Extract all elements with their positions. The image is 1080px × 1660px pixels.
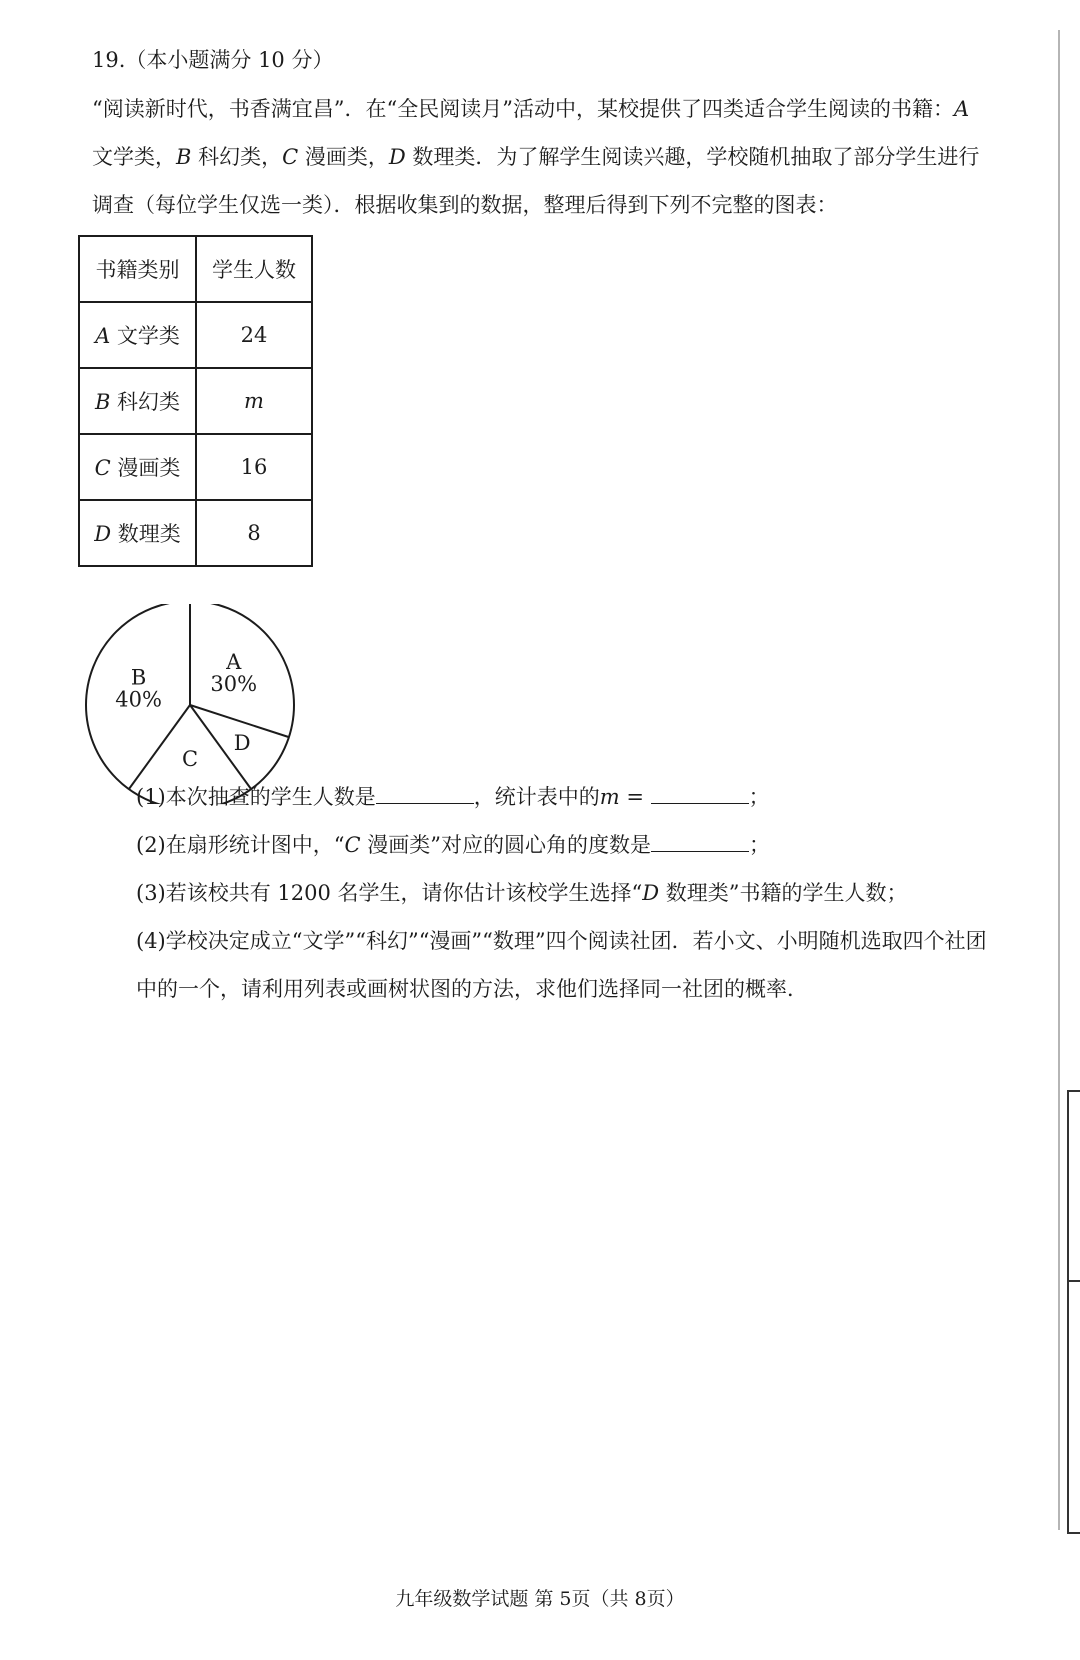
table-header-row <box>79 236 312 302</box>
category-letter: D <box>94 522 112 546</box>
table-row <box>79 434 312 500</box>
pie-slice-percent-b: 40% <box>115 687 162 712</box>
intro-line-2 <box>92 141 979 171</box>
intro-letter-a: A <box>953 97 970 121</box>
pie-slice-label-d: D <box>233 730 251 755</box>
margin-bracket <box>1067 1090 1080 1534</box>
intro-line-1-text: “阅读新时代，书香满宜昌”．在“全民阅读月”活动中，某校提供了四类适合学生阅读的书籍： <box>92 97 954 121</box>
data-table <box>78 235 313 567</box>
q2-text: ； <box>748 833 770 857</box>
intro-letter-b: B <box>176 145 192 169</box>
q2-text: 漫画类”对应的圆心角的度数是 <box>360 833 651 857</box>
subquestion-4-line-2: 中的一个，请利用列表或画树状图的方法，求他们选择同一社团的概率． <box>136 977 808 1001</box>
table-cell-category <box>79 302 196 368</box>
table-cell-category <box>79 368 196 434</box>
q2-text: (2)在扇形统计图中，“ <box>136 833 345 857</box>
category-name: 科幻类 <box>110 390 181 414</box>
table-row <box>79 500 312 566</box>
intro-letter-d: D <box>388 145 406 169</box>
category-name: 文学类 <box>110 324 180 348</box>
q2-answer-blank[interactable] <box>651 831 749 852</box>
category-letter: B <box>94 390 111 414</box>
table-header-category: 书籍类别 <box>79 236 196 302</box>
intro-line-3: 调查（每位学生仅选一类）．根据收集到的数据，整理后得到下列不完整的图表： <box>92 193 838 217</box>
table-cell-count: m <box>196 368 312 434</box>
category-name: 数理类 <box>111 522 181 546</box>
subquestion-1 <box>136 781 770 811</box>
table-cell-count: 24 <box>196 302 312 368</box>
pie-slice-label-a: A <box>226 650 242 675</box>
table-cell-category <box>79 500 196 566</box>
margin-bracket-tick <box>1067 1280 1080 1282</box>
pie-chart <box>84 604 310 804</box>
q2-letter-c: C <box>344 833 361 857</box>
intro-text: 漫画类， <box>298 145 389 169</box>
category-name: 漫画类 <box>110 456 181 480</box>
pie-slice-label-b: B <box>130 665 147 690</box>
intro-text: 文学类， <box>92 145 176 169</box>
q1-answer-blank-m[interactable] <box>651 783 749 804</box>
table-header-count: 学生人数 <box>196 236 312 302</box>
q1-text: (1)本次抽查的学生人数是 <box>136 785 376 809</box>
intro-text: 数理类．为了解学生阅读兴趣，学校随机抽取了部分学生进行 <box>405 145 980 169</box>
q1-text: ； <box>748 785 770 809</box>
q1-text: ，统计表中的 <box>473 785 600 809</box>
table-cell-count: 8 <box>196 500 312 566</box>
intro-letter-c: C <box>282 145 299 169</box>
q3-text: 数理类”书籍的学生人数； <box>659 881 908 905</box>
subquestion-2 <box>136 829 770 859</box>
subquestion-4-line-1: (4)学校决定成立“文学”“科幻”“漫画”“数理”四个阅读社团．若小文、小明随机选取四个社团 <box>136 929 987 953</box>
intro-text: 科幻类， <box>191 145 283 169</box>
page-footer: 九年级数学试题 第 5页（共 8页） <box>395 1588 685 1610</box>
category-letter: C <box>94 456 111 480</box>
table-cell-category <box>79 434 196 500</box>
q1-answer-blank-total[interactable] <box>376 783 474 804</box>
q1-variable-m: m <box>599 785 620 809</box>
question-header: 19.（本小题满分 10 分） <box>92 48 334 72</box>
table-row <box>79 302 312 368</box>
pie-slice-label-c: C <box>181 747 199 772</box>
margin-binding-line <box>1058 30 1060 1530</box>
q3-text: (3)若该校共有 1200 名学生，请你估计该校学生选择“ <box>136 881 643 905</box>
subquestion-3 <box>136 877 908 907</box>
pie-slice-percent-a: 30% <box>210 672 258 697</box>
intro-line-1 <box>92 93 969 123</box>
q1-equals: = <box>619 785 651 809</box>
q3-letter-d: D <box>642 881 660 905</box>
table-row <box>79 368 312 434</box>
table-cell-count: 16 <box>196 434 312 500</box>
category-letter: A <box>95 324 111 348</box>
pie-slice-boundary <box>129 705 190 789</box>
